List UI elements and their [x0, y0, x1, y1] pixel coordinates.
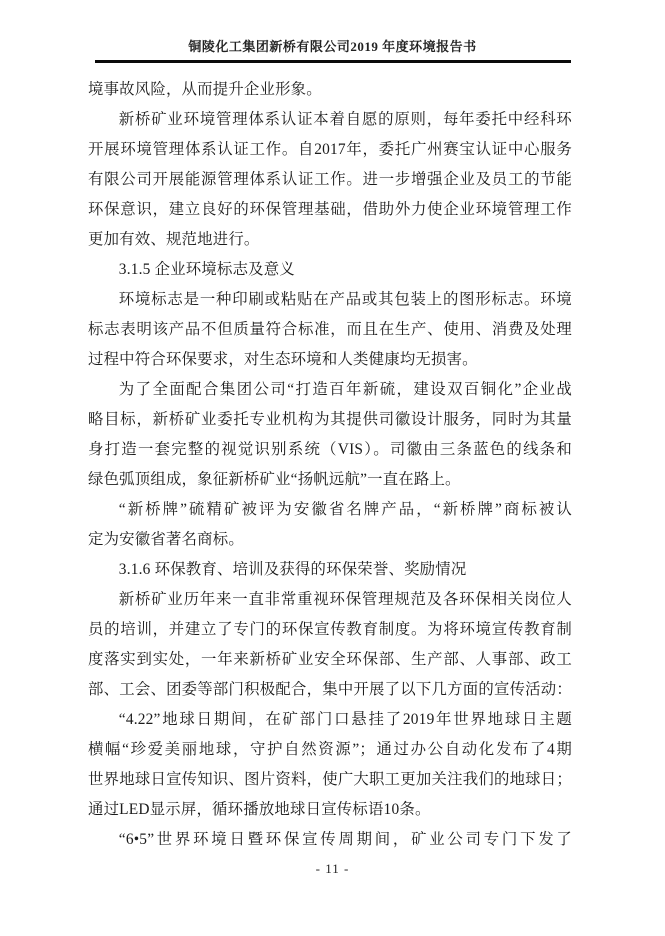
body-line: 略目标，新桥矿业委托专业机构为其提供司徽设计服务，同时为其量 [88, 411, 572, 428]
body-line: 绿色弧顶组成，象征新桥矿业“扬帆远航”一直在路上。 [88, 471, 461, 488]
body-line: 横幅“珍爱美丽地球，守护自然资源”；通过办公自动化发布了4期 [88, 741, 572, 758]
body-line: 通过LED显示屏，循环播放地球日宣传标语10条。 [88, 801, 431, 818]
section-heading-3-1-6: 3.1.6 环保教育、培训及获得的环保荣誉、奖励情况 [118, 561, 467, 578]
body-line: 有限公司开展能源管理体系认证工作。进一步增强企业及员工的节能 [88, 171, 572, 188]
page-number: - 11 - [315, 861, 350, 876]
body-line: 过程中符合环保要求，对生态环境和人类健康均无损害。 [88, 351, 478, 368]
body-line: 环境标志是一种印刷或粘贴在产品或其包装上的图形标志。环境 [118, 291, 572, 308]
body-line: 新桥矿业环境管理体系认证本着自愿的原则，每年委托中经科环 [118, 111, 572, 128]
body-line: “6•5”世界环境日暨环保宣传周期间，矿业公司专门下发了 [118, 831, 572, 848]
body-line: “新桥牌”硫精矿被评为安徽省名牌产品，“新桥牌”商标被认 [118, 501, 572, 518]
body-line: 新桥矿业历年来一直非常重视环保管理规范及各环保相关岗位人 [118, 591, 572, 608]
section-heading-3-1-5: 3.1.5 企业环境标志及意义 [118, 261, 295, 278]
body-line: 员的培训，并建立了专门的环保宣传教育制度。为将环境宣传教育制 [88, 621, 572, 638]
header-divider-rule [95, 60, 571, 63]
body-line: 部、工会、团委等部门积极配合，集中开展了以下几方面的宣传活动： [88, 681, 572, 698]
body-line: 为了全面配合集团公司“打造百年新硫，建设双百铜化”企业战 [118, 381, 572, 398]
body-line: “4.22”地球日期间，在矿部门口悬挂了2019年世界地球日主题 [118, 711, 572, 728]
body-line: 开展环境管理体系认证工作。自2017年，委托广州赛宝认证中心服务 [88, 141, 572, 158]
body-line: 环保意识，建立良好的环保管理基础，借助外力使企业环境管理工作 [88, 201, 572, 218]
body-line: 身打造一套完整的视觉识别系统（VIS）。司徽由三条蓝色的线条和 [88, 441, 572, 458]
body-line: 标志表明该产品不但质量符合标准，而且在生产、使用、消费及处理 [88, 321, 572, 338]
body-line: 境事故风险，从而提升企业形象。 [88, 81, 322, 98]
body-line: 世界地球日宣传知识、图片资料，使广大职工更加关注我们的地球日； [88, 771, 572, 788]
body-line: 度落实到实处，一年来新桥矿业安全环保部、生产部、人事部、政工 [88, 651, 572, 668]
body-line: 更加有效、规范地进行。 [88, 231, 260, 248]
document-body [88, 75, 572, 855]
page-header-title: 铜陵化工集团新桥有限公司2019 年度环境报告书 [188, 39, 477, 54]
body-line: 定为安徽省著名商标。 [88, 531, 244, 548]
